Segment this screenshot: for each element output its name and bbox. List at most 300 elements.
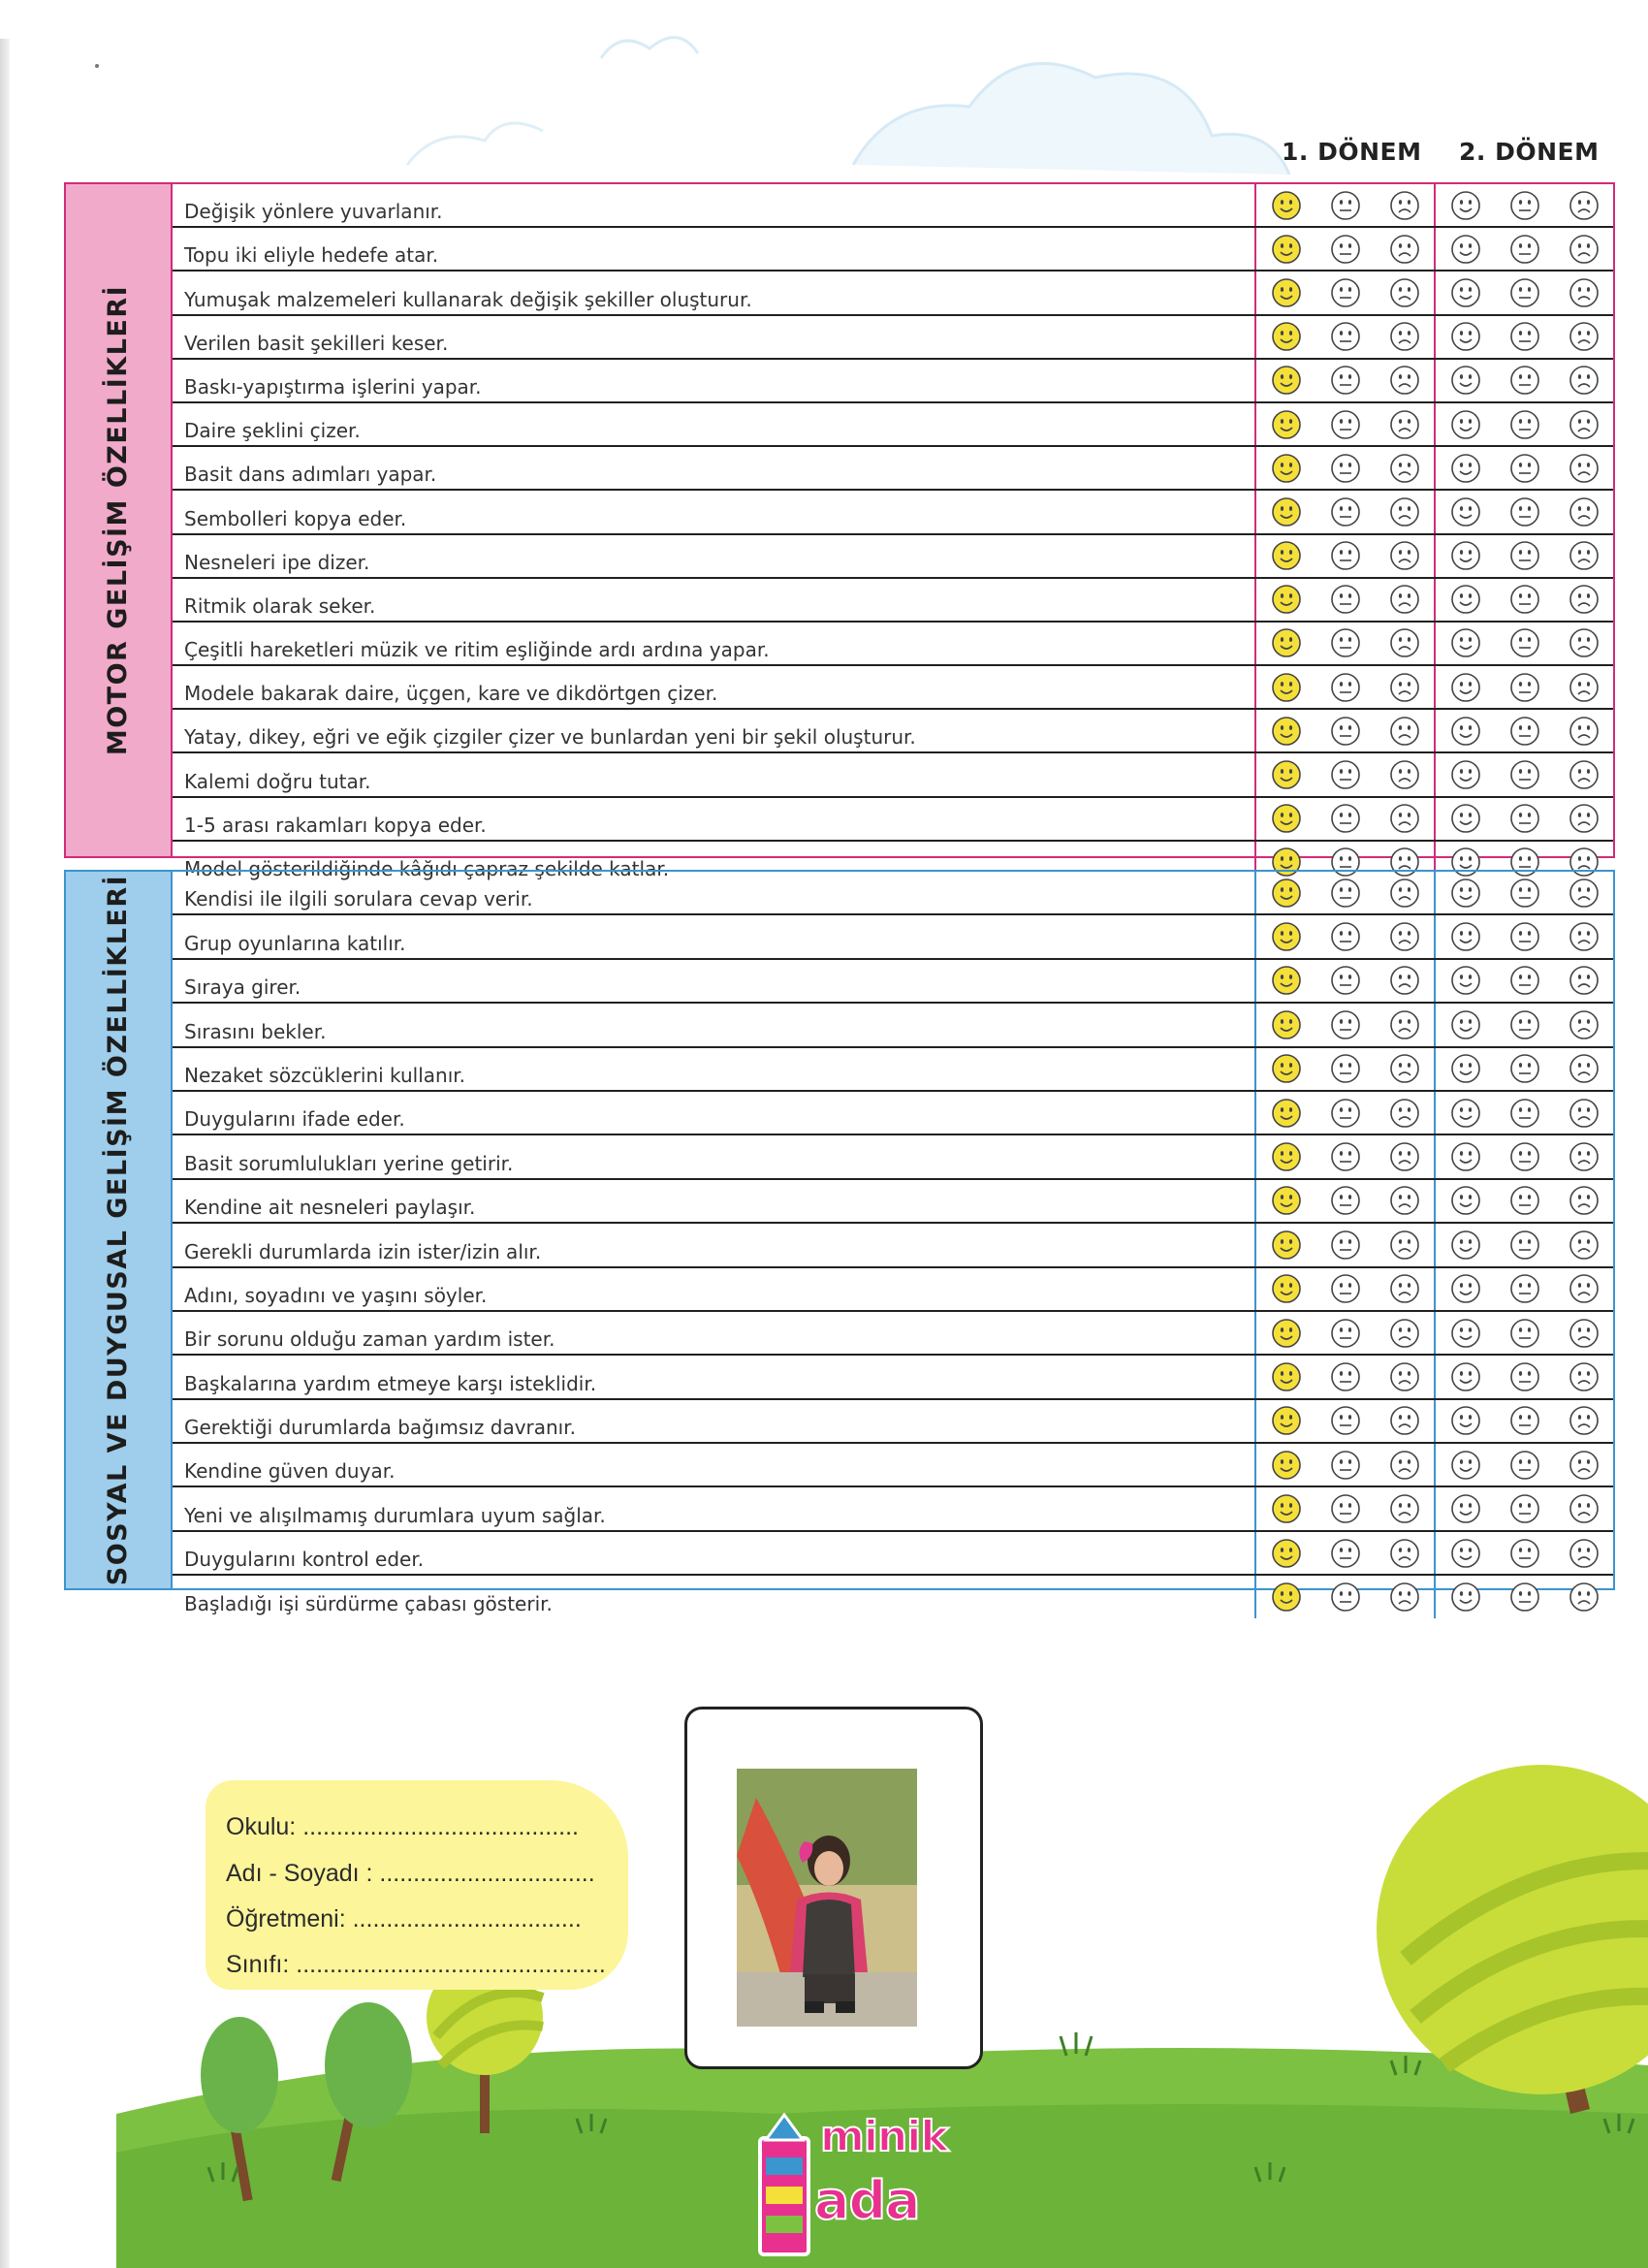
skill-text: Modele bakarak daire, üçgen, kare ve dikdörtgen çizer. — [184, 682, 718, 706]
neutral-face-icon[interactable] — [1509, 1273, 1540, 1304]
term2-rating-cell — [1434, 1180, 1613, 1222]
sad-face-icon[interactable] — [1389, 716, 1420, 747]
happy-face-icon[interactable] — [1271, 878, 1302, 909]
happy-face-icon[interactable] — [1271, 540, 1302, 571]
motor-rows — [173, 184, 1613, 880]
table-row — [173, 915, 1613, 959]
name-field[interactable]: Adı - Soyadı : ................................ — [226, 1860, 595, 1887]
skill-text: Basit dans adımları yapar. — [184, 463, 437, 487]
sad-face-icon[interactable] — [1569, 321, 1600, 352]
term1-rating-cell — [1254, 1092, 1434, 1134]
term2-rating-cell — [1434, 1532, 1613, 1574]
sad-face-icon[interactable] — [1569, 1581, 1600, 1613]
sad-face-icon[interactable] — [1569, 234, 1600, 265]
table-row — [173, 872, 1613, 915]
table-row — [173, 666, 1613, 710]
neutral-face-icon[interactable] — [1330, 496, 1361, 527]
neutral-face-icon[interactable] — [1509, 878, 1540, 909]
term1-rating-cell — [1254, 579, 1434, 621]
sad-face-icon[interactable] — [1569, 1493, 1600, 1524]
neutral-face-icon[interactable] — [1509, 965, 1540, 996]
happy-face-icon[interactable] — [1450, 1318, 1481, 1349]
table-row — [173, 710, 1613, 753]
happy-face-icon[interactable] — [1450, 759, 1481, 790]
neutral-face-icon[interactable] — [1509, 1185, 1540, 1216]
sad-face-icon[interactable] — [1569, 1053, 1600, 1084]
happy-face-icon[interactable] — [1450, 365, 1481, 396]
happy-face-icon[interactable] — [1450, 1230, 1481, 1261]
student-photo — [737, 1769, 917, 2027]
neutral-face-icon[interactable] — [1330, 1538, 1361, 1569]
happy-face-icon[interactable] — [1450, 1009, 1481, 1040]
happy-face-icon[interactable] — [1271, 1538, 1302, 1569]
skill-text: Duygularını kontrol eder. — [184, 1548, 425, 1572]
sad-face-icon[interactable] — [1569, 1318, 1600, 1349]
happy-face-icon[interactable] — [1271, 759, 1302, 790]
happy-face-icon[interactable] — [1271, 1185, 1302, 1216]
happy-face-icon[interactable] — [1450, 965, 1481, 996]
neutral-face-icon[interactable] — [1509, 584, 1540, 615]
happy-face-icon[interactable] — [1450, 672, 1481, 703]
neutral-face-icon[interactable] — [1330, 584, 1361, 615]
sad-face-icon[interactable] — [1389, 277, 1420, 308]
happy-face-icon[interactable] — [1271, 1318, 1302, 1349]
happy-face-icon[interactable] — [1271, 1141, 1302, 1172]
term1-rating-cell — [1254, 1180, 1434, 1222]
neutral-face-icon[interactable] — [1509, 1098, 1540, 1129]
term1-rating-cell — [1254, 666, 1434, 708]
happy-face-icon[interactable] — [1450, 1141, 1481, 1172]
happy-face-icon[interactable] — [1271, 1361, 1302, 1392]
term1-header: 1. DÖNEM — [1282, 138, 1422, 166]
happy-face-icon[interactable] — [1271, 1273, 1302, 1304]
table-row — [173, 1224, 1613, 1267]
table-row — [173, 1180, 1613, 1224]
term2-rating-cell — [1434, 1004, 1613, 1045]
neutral-face-icon[interactable] — [1330, 1361, 1361, 1392]
happy-face-icon[interactable] — [1450, 496, 1481, 527]
neutral-face-icon[interactable] — [1509, 1493, 1540, 1524]
sad-face-icon[interactable] — [1389, 1098, 1420, 1129]
happy-face-icon[interactable] — [1450, 1098, 1481, 1129]
class-field[interactable]: Sınıfı: .............................................. — [226, 1951, 606, 1978]
term2-rating-cell — [1434, 753, 1613, 795]
neutral-face-icon[interactable] — [1509, 759, 1540, 790]
skill-text: Model gösterildiğinde kâğıdı çapraz şekilde katlar. — [184, 857, 670, 880]
term1-rating-cell — [1254, 491, 1434, 532]
happy-face-icon[interactable] — [1450, 627, 1481, 658]
neutral-face-icon[interactable] — [1509, 1009, 1540, 1040]
happy-face-icon[interactable] — [1450, 1185, 1481, 1216]
term2-rating-cell — [1434, 872, 1613, 913]
happy-face-icon[interactable] — [1271, 716, 1302, 747]
table-row — [173, 623, 1613, 666]
neutral-face-icon[interactable] — [1330, 921, 1361, 952]
skill-text: Kalemi doğru tutar. — [184, 769, 371, 793]
term1-rating-cell — [1254, 403, 1434, 445]
happy-face-icon[interactable] — [1271, 921, 1302, 952]
term2-rating-cell — [1434, 798, 1613, 840]
sad-face-icon[interactable] — [1389, 409, 1420, 440]
term1-rating-cell — [1254, 360, 1434, 401]
term1-rating-cell — [1254, 447, 1434, 489]
neutral-face-icon[interactable] — [1509, 496, 1540, 527]
happy-face-icon[interactable] — [1271, 1405, 1302, 1436]
term2-rating-cell — [1434, 1487, 1613, 1529]
table-row — [173, 184, 1613, 228]
neutral-face-icon[interactable] — [1330, 540, 1361, 571]
happy-face-icon[interactable] — [1271, 1450, 1302, 1481]
happy-face-icon[interactable] — [1271, 190, 1302, 221]
happy-face-icon[interactable] — [1450, 921, 1481, 952]
term2-rating-cell — [1434, 915, 1613, 957]
sad-face-icon[interactable] — [1389, 1493, 1420, 1524]
table-row — [173, 228, 1613, 272]
sad-face-icon[interactable] — [1389, 1273, 1420, 1304]
happy-face-icon[interactable] — [1450, 584, 1481, 615]
skill-text: Sıraya girer. — [184, 975, 301, 1000]
neutral-face-icon[interactable] — [1330, 1405, 1361, 1436]
happy-face-icon[interactable] — [1450, 1493, 1481, 1524]
term1-rating-cell — [1254, 316, 1434, 358]
skill-text: Ritmik olarak seker. — [184, 593, 376, 618]
sad-face-icon[interactable] — [1389, 1538, 1420, 1569]
skill-text: Kendine güven duyar. — [184, 1459, 396, 1484]
term1-rating-cell — [1254, 1135, 1434, 1177]
skill-text: Değişik yönlere yuvarlanır. — [184, 200, 443, 224]
neutral-face-icon[interactable] — [1330, 190, 1361, 221]
table-row — [173, 753, 1613, 797]
neutral-face-icon[interactable] — [1330, 672, 1361, 703]
term2-rating-cell — [1434, 535, 1613, 577]
sad-face-icon[interactable] — [1569, 1009, 1600, 1040]
skill-text: Basit sorumlulukları yerine getirir. — [184, 1151, 514, 1175]
sad-face-icon[interactable] — [1569, 1450, 1600, 1481]
school-field[interactable]: Okulu: ......................................... — [226, 1813, 579, 1840]
term2-rating-cell — [1434, 666, 1613, 708]
happy-face-icon[interactable] — [1450, 190, 1481, 221]
sad-face-icon[interactable] — [1569, 921, 1600, 952]
term2-rating-cell — [1434, 1048, 1613, 1090]
neutral-face-icon[interactable] — [1509, 1538, 1540, 1569]
neutral-face-icon[interactable] — [1509, 1581, 1540, 1613]
neutral-face-icon[interactable] — [1330, 1185, 1361, 1216]
happy-face-icon[interactable] — [1450, 1405, 1481, 1436]
sad-face-icon[interactable] — [1389, 1053, 1420, 1084]
sad-face-icon[interactable] — [1389, 1009, 1420, 1040]
neutral-face-icon[interactable] — [1509, 1141, 1540, 1172]
neutral-face-icon[interactable] — [1330, 1273, 1361, 1304]
neutral-face-icon[interactable] — [1509, 803, 1540, 834]
table-row — [173, 1268, 1613, 1312]
term2-rating-cell — [1434, 447, 1613, 489]
happy-face-icon[interactable] — [1271, 672, 1302, 703]
term1-rating-cell — [1254, 960, 1434, 1002]
term2-rating-cell — [1434, 316, 1613, 358]
skill-text: Grup oyunlarına katılır. — [184, 931, 406, 955]
term1-rating-cell — [1254, 623, 1434, 664]
term2-rating-cell — [1434, 1444, 1613, 1485]
happy-face-icon[interactable] — [1271, 1053, 1302, 1084]
term2-rating-cell — [1434, 403, 1613, 445]
sad-face-icon[interactable] — [1389, 1141, 1420, 1172]
happy-face-icon[interactable] — [1271, 1009, 1302, 1040]
happy-face-icon[interactable] — [1271, 584, 1302, 615]
neutral-face-icon[interactable] — [1509, 1230, 1540, 1261]
happy-face-icon[interactable] — [1271, 627, 1302, 658]
neutral-face-icon[interactable] — [1509, 1405, 1540, 1436]
skill-text: Başkalarına yardım etmeye karşı isteklidir. — [184, 1371, 597, 1395]
sad-face-icon[interactable] — [1389, 365, 1420, 396]
sad-face-icon[interactable] — [1569, 878, 1600, 909]
table-row — [173, 447, 1613, 491]
sad-face-icon[interactable] — [1389, 1581, 1420, 1613]
happy-face-icon[interactable] — [1450, 234, 1481, 265]
sad-face-icon[interactable] — [1389, 1185, 1420, 1216]
skill-text: Çeşitli hareketleri müzik ve ritim eşliğinde ardı ardına yapar. — [184, 638, 770, 662]
neutral-face-icon[interactable] — [1330, 1581, 1361, 1613]
term1-rating-cell — [1254, 1268, 1434, 1310]
neutral-face-icon[interactable] — [1330, 1318, 1361, 1349]
neutral-face-icon[interactable] — [1330, 1450, 1361, 1481]
happy-face-icon[interactable] — [1450, 321, 1481, 352]
sad-face-icon[interactable] — [1569, 672, 1600, 703]
sad-face-icon[interactable] — [1389, 540, 1420, 571]
neutral-face-icon[interactable] — [1330, 453, 1361, 484]
skill-text: Adını, soyadını ve yaşını söyler. — [184, 1283, 488, 1307]
neutral-face-icon[interactable] — [1330, 803, 1361, 834]
happy-face-icon[interactable] — [1271, 409, 1302, 440]
neutral-face-icon[interactable] — [1509, 627, 1540, 658]
happy-face-icon[interactable] — [1271, 277, 1302, 308]
neutral-face-icon[interactable] — [1509, 921, 1540, 952]
sad-face-icon[interactable] — [1569, 1185, 1600, 1216]
table-row — [173, 1048, 1613, 1092]
neutral-face-icon[interactable] — [1509, 453, 1540, 484]
sad-face-icon[interactable] — [1389, 921, 1420, 952]
sad-face-icon[interactable] — [1389, 584, 1420, 615]
happy-face-icon[interactable] — [1450, 277, 1481, 308]
social-section — [64, 870, 1615, 1615]
neutral-face-icon[interactable] — [1330, 878, 1361, 909]
happy-face-icon[interactable] — [1450, 878, 1481, 909]
term2-rating-cell — [1434, 1092, 1613, 1134]
happy-face-icon[interactable] — [1450, 1581, 1481, 1613]
term1-rating-cell — [1254, 1004, 1434, 1045]
skill-text: Kendine ait nesneleri paylaşır. — [184, 1196, 476, 1220]
happy-face-icon[interactable] — [1271, 496, 1302, 527]
sad-face-icon[interactable] — [1389, 1230, 1420, 1261]
neutral-face-icon[interactable] — [1330, 1053, 1361, 1084]
happy-face-icon[interactable] — [1271, 453, 1302, 484]
logo-text-ada: ada — [814, 2170, 920, 2231]
happy-face-icon[interactable] — [1450, 803, 1481, 834]
happy-face-icon[interactable] — [1271, 234, 1302, 265]
term2-rating-cell — [1434, 272, 1613, 313]
neutral-face-icon[interactable] — [1509, 277, 1540, 308]
happy-face-icon[interactable] — [1450, 1361, 1481, 1392]
sad-face-icon[interactable] — [1569, 409, 1600, 440]
neutral-face-icon[interactable] — [1509, 321, 1540, 352]
skill-text: Başladığı işi sürdürme çabası gösterir. — [184, 1591, 553, 1615]
sad-face-icon[interactable] — [1389, 1318, 1420, 1349]
table-row — [173, 403, 1613, 447]
happy-face-icon[interactable] — [1271, 1581, 1302, 1613]
neutral-face-icon[interactable] — [1509, 234, 1540, 265]
term1-rating-cell — [1254, 1532, 1434, 1574]
neutral-face-icon[interactable] — [1509, 1053, 1540, 1084]
sad-face-icon[interactable] — [1569, 365, 1600, 396]
table-row — [173, 1400, 1613, 1444]
happy-face-icon[interactable] — [1271, 1098, 1302, 1129]
neutral-face-icon[interactable] — [1509, 409, 1540, 440]
skill-text: Verilen basit şekilleri keser. — [184, 331, 449, 355]
teacher-field[interactable]: Öğretmeni: .................................. — [226, 1905, 582, 1933]
skill-text: Gerektiği durumlarda bağımsız davranır. — [184, 1416, 576, 1440]
neutral-face-icon[interactable] — [1509, 540, 1540, 571]
term2-rating-cell — [1434, 960, 1613, 1002]
sad-face-icon[interactable] — [1569, 277, 1600, 308]
term2-rating-cell — [1434, 1400, 1613, 1442]
happy-face-icon[interactable] — [1450, 453, 1481, 484]
sad-face-icon[interactable] — [1569, 759, 1600, 790]
happy-face-icon[interactable] — [1271, 965, 1302, 996]
sad-face-icon[interactable] — [1569, 584, 1600, 615]
happy-face-icon[interactable] — [1271, 1493, 1302, 1524]
sad-face-icon[interactable] — [1389, 1450, 1420, 1481]
neutral-face-icon[interactable] — [1509, 190, 1540, 221]
neutral-face-icon[interactable] — [1330, 409, 1361, 440]
neutral-face-icon[interactable] — [1330, 716, 1361, 747]
sad-face-icon[interactable] — [1569, 803, 1600, 834]
neutral-face-icon[interactable] — [1509, 716, 1540, 747]
sad-face-icon[interactable] — [1389, 803, 1420, 834]
sad-face-icon[interactable] — [1569, 1405, 1600, 1436]
table-row — [173, 1092, 1613, 1135]
motor-section-title: MOTOR GELİŞİM ÖZELLİKLERİ — [103, 284, 134, 756]
table-row — [173, 316, 1613, 360]
sad-face-icon[interactable] — [1389, 496, 1420, 527]
term1-rating-cell — [1254, 1356, 1434, 1397]
table-row — [173, 1532, 1613, 1576]
sad-face-icon[interactable] — [1569, 716, 1600, 747]
neutral-face-icon[interactable] — [1330, 965, 1361, 996]
sad-face-icon[interactable] — [1389, 453, 1420, 484]
skill-text: 1-5 arası rakamları kopya eder. — [184, 813, 487, 837]
sad-face-icon[interactable] — [1569, 1273, 1600, 1304]
happy-face-icon[interactable] — [1271, 321, 1302, 352]
term2-rating-cell — [1434, 579, 1613, 621]
skill-text: Yatay, dikey, eğri ve eğik çizgiler çizer ve bunlardan yeni bir şekil oluşturur. — [184, 725, 916, 750]
table-row — [173, 360, 1613, 403]
sad-face-icon[interactable] — [1569, 190, 1600, 221]
term1-rating-cell — [1254, 753, 1434, 795]
skill-text: Duygularını ifade eder. — [184, 1107, 405, 1132]
sad-face-icon[interactable] — [1389, 1361, 1420, 1392]
neutral-face-icon[interactable] — [1330, 1009, 1361, 1040]
neutral-face-icon[interactable] — [1330, 759, 1361, 790]
sad-face-icon[interactable] — [1569, 496, 1600, 527]
neutral-face-icon[interactable] — [1330, 1230, 1361, 1261]
sad-face-icon[interactable] — [1389, 627, 1420, 658]
happy-face-icon[interactable] — [1450, 1053, 1481, 1084]
table-row — [173, 535, 1613, 579]
neutral-face-icon[interactable] — [1509, 1361, 1540, 1392]
sad-face-icon[interactable] — [1389, 672, 1420, 703]
sad-face-icon[interactable] — [1569, 1538, 1600, 1569]
neutral-face-icon[interactable] — [1330, 234, 1361, 265]
happy-face-icon[interactable] — [1271, 365, 1302, 396]
neutral-face-icon[interactable] — [1330, 365, 1361, 396]
sad-face-icon[interactable] — [1389, 321, 1420, 352]
term2-rating-cell — [1434, 1312, 1613, 1354]
skill-text: Daire şeklini çizer. — [184, 419, 361, 443]
sad-face-icon[interactable] — [1569, 1141, 1600, 1172]
happy-face-icon[interactable] — [1450, 540, 1481, 571]
sad-face-icon[interactable] — [1389, 878, 1420, 909]
neutral-face-icon[interactable] — [1330, 1493, 1361, 1524]
neutral-face-icon[interactable] — [1509, 365, 1540, 396]
sad-face-icon[interactable] — [1389, 759, 1420, 790]
sad-face-icon[interactable] — [1569, 1361, 1600, 1392]
sad-face-icon[interactable] — [1389, 965, 1420, 996]
sad-face-icon[interactable] — [1569, 1230, 1600, 1261]
term1-rating-cell — [1254, 1487, 1434, 1529]
neutral-face-icon[interactable] — [1509, 1318, 1540, 1349]
term2-rating-cell — [1434, 623, 1613, 664]
sad-face-icon[interactable] — [1389, 234, 1420, 265]
sad-face-icon[interactable] — [1569, 540, 1600, 571]
happy-face-icon[interactable] — [1450, 716, 1481, 747]
neutral-face-icon[interactable] — [1509, 672, 1540, 703]
term2-header: 2. DÖNEM — [1459, 138, 1600, 166]
neutral-face-icon[interactable] — [1330, 1098, 1361, 1129]
logo-text-minik: minik — [820, 2112, 948, 2161]
sad-face-icon[interactable] — [1569, 627, 1600, 658]
neutral-face-icon[interactable] — [1330, 627, 1361, 658]
happy-face-icon[interactable] — [1271, 803, 1302, 834]
happy-face-icon[interactable] — [1450, 1273, 1481, 1304]
sad-face-icon[interactable] — [1569, 965, 1600, 996]
neutral-face-icon[interactable] — [1330, 277, 1361, 308]
table-row — [173, 1135, 1613, 1179]
neutral-face-icon[interactable] — [1330, 321, 1361, 352]
term1-rating-cell — [1254, 798, 1434, 840]
neutral-face-icon[interactable] — [1509, 1450, 1540, 1481]
sad-face-icon[interactable] — [1389, 1405, 1420, 1436]
neutral-face-icon[interactable] — [1330, 1141, 1361, 1172]
sad-face-icon[interactable] — [1569, 453, 1600, 484]
term2-rating-cell — [1434, 1356, 1613, 1397]
happy-face-icon[interactable] — [1450, 1450, 1481, 1481]
skill-text: Yeni ve alışılmamış durumlara uyum sağlar. — [184, 1503, 606, 1527]
table-row — [173, 579, 1613, 623]
term1-rating-cell — [1254, 1224, 1434, 1265]
sad-face-icon[interactable] — [1389, 190, 1420, 221]
table-row — [173, 1312, 1613, 1356]
skill-text: Sembolleri kopya eder. — [184, 506, 407, 530]
term1-rating-cell — [1254, 184, 1434, 226]
social-rows — [173, 872, 1613, 1615]
happy-face-icon[interactable] — [1450, 1538, 1481, 1569]
skill-text: Nesneleri ipe dizer. — [184, 550, 370, 574]
table-row — [173, 1356, 1613, 1399]
sad-face-icon[interactable] — [1569, 1098, 1600, 1129]
term2-rating-cell — [1434, 710, 1613, 751]
happy-face-icon[interactable] — [1271, 1230, 1302, 1261]
happy-face-icon[interactable] — [1450, 409, 1481, 440]
table-row — [173, 1004, 1613, 1047]
